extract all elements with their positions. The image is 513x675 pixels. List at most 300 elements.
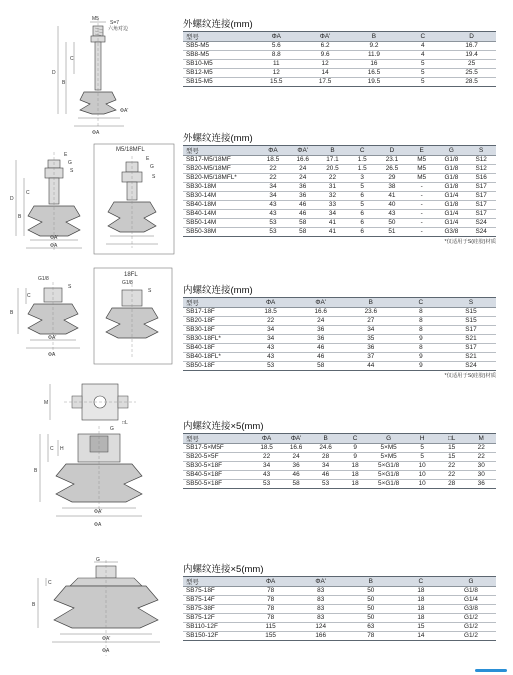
column-header: ΦA'	[281, 434, 311, 444]
drawing-caption: M5/18MFL	[116, 147, 145, 153]
table-row	[183, 42, 496, 51]
table-cell: 43	[377, 210, 407, 219]
spec-section-large	[183, 563, 496, 641]
table-cell: 5×G1/8	[370, 471, 408, 480]
table-cell: 35	[346, 335, 396, 344]
table-row	[183, 480, 496, 489]
table-cell: 18	[340, 462, 370, 471]
table-cell: 36	[296, 326, 346, 335]
table-cell: 29	[377, 174, 407, 183]
column-header: B	[346, 298, 396, 308]
table-cell: 63	[346, 623, 396, 632]
table-cell: 24	[296, 317, 346, 326]
table-cell: 30	[466, 462, 496, 471]
table-cell: 22	[258, 165, 288, 174]
table-row	[183, 156, 496, 165]
column-header: H	[407, 434, 437, 444]
column-header: S	[466, 146, 496, 156]
column-header: ΦA'	[296, 577, 346, 587]
drawing-label: ΦA'	[102, 636, 111, 642]
table-note: *仅适用于S(硅胶)材质	[444, 373, 496, 379]
table-row	[183, 78, 496, 87]
table-cell: 166	[296, 632, 346, 641]
table-cell: 50	[346, 614, 396, 623]
drawing-label: ΦA	[92, 130, 100, 136]
table-cell: 46	[296, 353, 346, 362]
drawing-label: G	[110, 426, 114, 432]
drawing-label: D	[52, 70, 56, 76]
drawing-label: 六角对边	[108, 26, 129, 32]
table-cell: 8	[396, 308, 446, 317]
table-cell: 19.5	[350, 78, 399, 87]
drawing-sb-female	[6, 266, 176, 368]
table-cell: 18	[396, 587, 446, 596]
table-row	[183, 174, 496, 183]
table-cell: -	[407, 192, 437, 201]
table-cell: 46	[288, 210, 318, 219]
table-cell: 58	[288, 219, 318, 228]
drawing-label: M	[44, 400, 49, 406]
table-cell: 1.5	[347, 156, 377, 165]
drawing-label: ΦA	[102, 648, 110, 654]
model-cell: SB8-M5	[183, 51, 252, 60]
table-row	[183, 462, 496, 471]
table-row	[183, 69, 496, 78]
table-cell: 44	[346, 362, 396, 371]
table-cell: 46	[288, 201, 318, 210]
table-cell: 53	[246, 362, 296, 371]
drawing-label: S	[152, 174, 156, 180]
table-cell: 115	[246, 623, 296, 632]
table-cell: S17	[466, 210, 496, 219]
table-row	[183, 632, 496, 641]
drawing-sb-5port	[20, 376, 170, 536]
table-cell: 51	[377, 228, 407, 237]
table-cell: G1/2	[446, 623, 496, 632]
table-cell: 12	[252, 69, 301, 78]
table-cell: 5×M5	[370, 453, 408, 462]
column-header: □L	[437, 434, 467, 444]
table-cell: 5	[347, 183, 377, 192]
column-header: M	[466, 434, 496, 444]
table-cell: S17	[466, 201, 496, 210]
model-cell: SB20-M5/18MFL*	[183, 174, 258, 183]
table-cell: 24	[288, 165, 318, 174]
drawing-label: C	[27, 293, 31, 299]
table-cell: 6.2	[301, 42, 350, 51]
table-cell: G1/8	[437, 201, 467, 210]
table-cell: 58	[281, 480, 311, 489]
table-cell: 34	[252, 462, 282, 471]
table-cell: 11	[252, 60, 301, 69]
table-cell: 18	[396, 596, 446, 605]
table-cell: 124	[296, 623, 346, 632]
table-cell: 53	[311, 480, 341, 489]
table-cell: S21	[446, 353, 496, 362]
table-cell: 17.5	[301, 78, 350, 87]
table-cell: G1/8	[437, 183, 467, 192]
table-cell: 43	[258, 201, 288, 210]
table-cell: 16.7	[447, 42, 496, 51]
table-cell: 8.8	[252, 51, 301, 60]
model-cell: SB75-12F	[183, 614, 246, 623]
table-row	[183, 183, 496, 192]
drawing-label: ΦA	[94, 522, 102, 528]
table-cell: S17	[446, 344, 496, 353]
table-cell: 3	[347, 174, 377, 183]
table-cell: -	[407, 210, 437, 219]
model-cell: SB30-18F	[183, 326, 246, 335]
table-cell: 53	[258, 228, 288, 237]
model-cell: SB20-18F	[183, 317, 246, 326]
table-cell: G1/8	[437, 156, 467, 165]
table-cell: 46	[281, 471, 311, 480]
table-cell: 78	[246, 587, 296, 596]
drawing-label: B	[10, 310, 14, 316]
column-header: ΦA	[258, 146, 288, 156]
table-cell: 37	[346, 353, 396, 362]
table-cell: 5	[398, 69, 447, 78]
table-cell: G3/8	[446, 605, 496, 614]
column-header: B	[350, 32, 399, 42]
table-cell: 43	[258, 210, 288, 219]
section-title: 内螺纹连接(mm)	[183, 285, 253, 296]
table-cell: 18	[396, 605, 446, 614]
column-header: S	[446, 298, 496, 308]
table-cell: 15	[437, 453, 467, 462]
table-cell: 18.5	[252, 444, 282, 453]
table-cell: 23.6	[346, 308, 396, 317]
table-cell: 43	[246, 344, 296, 353]
model-cell: SB20-5×5F	[183, 453, 252, 462]
column-header: ΦA	[246, 577, 296, 587]
column-header: C	[347, 146, 377, 156]
table-row	[183, 335, 496, 344]
table-cell: 36	[466, 480, 496, 489]
table-row	[183, 60, 496, 69]
table-row	[183, 596, 496, 605]
table-cell: 8	[396, 326, 446, 335]
table-cell: 10	[407, 462, 437, 471]
column-header: B	[318, 146, 348, 156]
drawing-label: ΦA	[50, 243, 58, 249]
table-cell: 9.6	[301, 51, 350, 60]
table-cell: 22	[437, 462, 467, 471]
table-cell: G1/4	[437, 192, 467, 201]
table-cell: 18.5	[246, 308, 296, 317]
table-cell: 15	[396, 623, 446, 632]
model-cell: SB75-18F	[183, 587, 246, 596]
spec-table	[183, 297, 496, 371]
table-cell: 22	[252, 453, 282, 462]
table-cell: M5	[407, 156, 437, 165]
section-title: 内螺纹连接×5(mm)	[183, 421, 264, 432]
model-cell: SB20-M5/18MF	[183, 165, 258, 174]
table-cell: 34	[246, 335, 296, 344]
spec-table	[183, 145, 496, 237]
table-cell: 34	[346, 326, 396, 335]
table-cell: G3/8	[437, 228, 467, 237]
column-header: 型号	[183, 577, 246, 587]
table-cell: 22	[466, 453, 496, 462]
table-cell: S17	[446, 326, 496, 335]
table-cell: 5×M5	[370, 444, 408, 453]
table-cell: G1/8	[446, 587, 496, 596]
table-cell: 18	[340, 480, 370, 489]
column-header: C	[396, 298, 446, 308]
column-header: D	[377, 146, 407, 156]
model-cell: SB40-18FL*	[183, 353, 246, 362]
table-cell: G1/8	[437, 174, 467, 183]
table-cell: 10	[407, 480, 437, 489]
table-cell: S12	[466, 156, 496, 165]
table-cell: 16.6	[288, 156, 318, 165]
model-cell: SB10-M5	[183, 60, 252, 69]
table-cell: 18	[340, 471, 370, 480]
drawing-sb-m5	[44, 14, 152, 136]
model-cell: SB30-18M	[183, 183, 258, 192]
table-cell: 27	[346, 317, 396, 326]
table-cell: 46	[311, 471, 341, 480]
column-header: C	[340, 434, 370, 444]
table-cell: 50	[346, 587, 396, 596]
table-cell: 36	[346, 344, 396, 353]
column-header: G	[370, 434, 408, 444]
table-cell: 19.4	[447, 51, 496, 60]
page-corner-accent	[475, 669, 507, 672]
table-cell: 30	[466, 471, 496, 480]
table-cell: 16	[350, 60, 399, 69]
drawing-label: ΦA'	[50, 235, 59, 241]
drawing-label: G1/8	[38, 276, 49, 282]
table-cell: 5	[398, 60, 447, 69]
table-cell: 34	[258, 183, 288, 192]
spec-section-male	[183, 132, 496, 246]
table-cell: 24.6	[311, 444, 341, 453]
drawing-sb-male	[6, 138, 176, 260]
table-cell: S17	[466, 183, 496, 192]
table-cell: 25	[447, 60, 496, 69]
drawing-label: ΦA'	[94, 509, 103, 515]
table-cell: 6	[347, 228, 377, 237]
table-row	[183, 51, 496, 60]
section-title: 外螺纹连接(mm)	[183, 19, 253, 30]
table-cell: 28.5	[447, 78, 496, 87]
column-header: ΦA'	[301, 32, 350, 42]
table-row	[183, 344, 496, 353]
table-cell: 78	[346, 632, 396, 641]
column-header: ΦA'	[288, 146, 318, 156]
table-cell: G1/2	[446, 614, 496, 623]
spec-table	[183, 31, 496, 87]
drawing-label: E	[64, 152, 68, 158]
table-cell: 5×G1/8	[370, 480, 408, 489]
drawing-sb-large	[26, 556, 176, 666]
table-cell: S17	[466, 192, 496, 201]
table-note: *仅适用于S(硅胶)材质	[444, 239, 496, 245]
table-cell: G1/8	[437, 165, 467, 174]
table-cell: 22	[437, 471, 467, 480]
table-cell: 22	[466, 444, 496, 453]
table-cell: 32	[318, 192, 348, 201]
column-header: D	[447, 32, 496, 42]
table-row	[183, 353, 496, 362]
column-header: C	[398, 32, 447, 42]
table-cell: 25.5	[447, 69, 496, 78]
drawing-caption: 18FL	[124, 272, 138, 278]
table-cell: 46	[296, 344, 346, 353]
table-cell: 4	[398, 51, 447, 60]
table-row	[183, 228, 496, 237]
column-header: E	[407, 146, 437, 156]
drawing-label: M5	[92, 16, 99, 22]
table-cell: S15	[446, 308, 496, 317]
table-cell: S21	[446, 335, 496, 344]
model-cell: SB110-12F	[183, 623, 246, 632]
column-header: ΦA'	[296, 298, 346, 308]
table-cell: 5.6	[252, 42, 301, 51]
table-cell: 15.5	[252, 78, 301, 87]
spec-table	[183, 433, 496, 489]
table-cell: 22	[318, 174, 348, 183]
table-cell: 18	[396, 614, 446, 623]
table-cell: -	[407, 201, 437, 210]
table-cell: S15	[446, 317, 496, 326]
drawing-label: S	[68, 284, 72, 290]
table-cell: 41	[377, 192, 407, 201]
table-cell: 38	[377, 183, 407, 192]
spec-section-male-m5	[183, 18, 496, 87]
table-cell: -	[407, 219, 437, 228]
table-cell: 28	[437, 480, 467, 489]
table-cell: 6	[347, 192, 377, 201]
drawing-label: G1/8	[122, 280, 133, 286]
column-header: 型号	[183, 32, 252, 42]
table-row	[183, 210, 496, 219]
table-cell: 11.9	[350, 51, 399, 60]
column-header: 型号	[183, 146, 258, 156]
table-cell: 5×G1/8	[370, 462, 408, 471]
table-row	[183, 605, 496, 614]
table-cell: 155	[246, 632, 296, 641]
table-cell: -	[407, 183, 437, 192]
table-cell: G1/4	[437, 210, 467, 219]
spec-section-5port	[183, 420, 496, 489]
model-cell: SB12-M5	[183, 69, 252, 78]
table-cell: 10	[407, 471, 437, 480]
table-cell: 53	[258, 219, 288, 228]
model-cell: SB30-14M	[183, 192, 258, 201]
table-row	[183, 308, 496, 317]
table-cell: 14	[396, 632, 446, 641]
drawing-label: H	[60, 446, 64, 452]
table-cell: S24	[466, 219, 496, 228]
table-cell: 41	[318, 228, 348, 237]
table-cell: 53	[252, 480, 282, 489]
drawing-label: S	[70, 168, 74, 174]
table-cell: 5	[398, 78, 447, 87]
table-cell: 9.2	[350, 42, 399, 51]
table-cell: 78	[246, 596, 296, 605]
column-header: 型号	[183, 434, 252, 444]
section-title: 内螺纹连接×5(mm)	[183, 564, 264, 575]
table-cell: S12	[466, 165, 496, 174]
model-cell: SB40-5×18F	[183, 471, 252, 480]
table-cell: 26.5	[377, 165, 407, 174]
model-cell: SB40-14M	[183, 210, 258, 219]
model-cell: SB40-18F	[183, 344, 246, 353]
column-header: B	[311, 434, 341, 444]
table-cell: 6	[347, 219, 377, 228]
table-cell: 41	[318, 219, 348, 228]
model-cell: SB15-M5	[183, 78, 252, 87]
table-cell: 34	[311, 462, 341, 471]
table-row	[183, 587, 496, 596]
table-cell: 50	[346, 596, 396, 605]
table-row	[183, 453, 496, 462]
table-cell: 78	[246, 614, 296, 623]
model-cell: SB17-5×M5F	[183, 444, 252, 453]
column-header: G	[437, 146, 467, 156]
table-cell: 15	[437, 444, 467, 453]
table-cell: 34	[246, 326, 296, 335]
table-cell: 31	[318, 183, 348, 192]
table-cell: 83	[296, 605, 346, 614]
table-cell: 34	[318, 210, 348, 219]
column-header: ΦA	[252, 434, 282, 444]
table-cell: 9	[340, 453, 370, 462]
drawing-label: C	[26, 190, 30, 196]
table-cell: 1.5	[347, 165, 377, 174]
table-cell: 6	[347, 210, 377, 219]
table-cell: 28	[311, 453, 341, 462]
table-row	[183, 471, 496, 480]
drawing-label: G	[150, 164, 154, 170]
model-cell: SB50-38M	[183, 228, 258, 237]
table-cell: S16	[466, 174, 496, 183]
drawing-label: ΦA'	[48, 335, 57, 341]
table-cell: 16.6	[296, 308, 346, 317]
table-cell: 24	[281, 453, 311, 462]
table-cell: 83	[296, 587, 346, 596]
table-cell: 20.5	[318, 165, 348, 174]
table-cell: 40	[377, 201, 407, 210]
table-cell: 14	[301, 69, 350, 78]
model-cell: SB50-5×18F	[183, 480, 252, 489]
table-cell: 78	[246, 605, 296, 614]
table-cell: 43	[252, 471, 282, 480]
column-header: ΦA	[252, 32, 301, 42]
drawing-label: D	[10, 196, 14, 202]
drawing-label: S	[148, 288, 152, 294]
table-cell: 83	[296, 614, 346, 623]
table-row	[183, 192, 496, 201]
table-cell: 17.1	[318, 156, 348, 165]
table-cell: 50	[346, 605, 396, 614]
table-row	[183, 317, 496, 326]
column-header: G	[446, 577, 496, 587]
column-header: C	[396, 577, 446, 587]
drawing-label: C	[70, 56, 74, 62]
table-row	[183, 201, 496, 210]
table-cell: 36	[296, 335, 346, 344]
table-cell: -	[407, 228, 437, 237]
table-cell: 43	[246, 353, 296, 362]
table-cell: 4	[398, 42, 447, 51]
model-cell: SB17-M5/18MF	[183, 156, 258, 165]
table-cell: 58	[296, 362, 346, 371]
column-header: ΦA	[246, 298, 296, 308]
